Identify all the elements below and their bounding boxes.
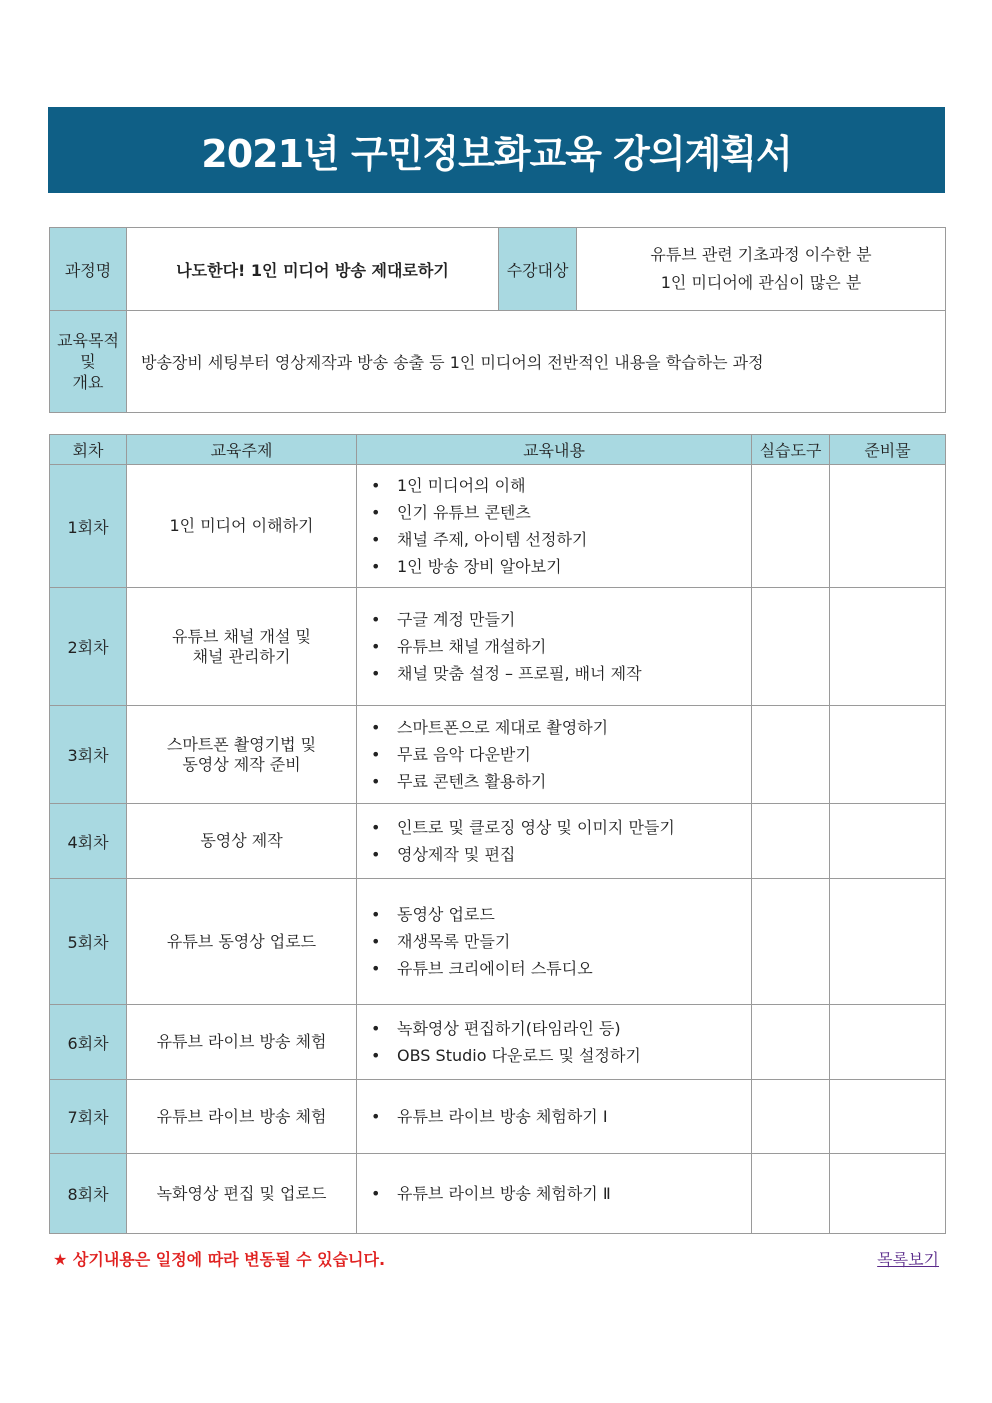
session-number: 7회차 — [50, 1080, 127, 1154]
practice-tool — [752, 588, 830, 706]
content-list — [371, 1015, 751, 1069]
topic-line: 스마트폰 촬영기법 및 — [166, 734, 317, 754]
target-line: 1인 미디어에 관심이 많은 분 — [660, 273, 862, 292]
schedule-header-row — [50, 435, 946, 465]
session-topic — [127, 588, 357, 706]
course-name-label: 과정명 — [50, 228, 127, 311]
preparation — [830, 465, 946, 588]
session-content — [357, 804, 752, 879]
preparation — [830, 804, 946, 879]
list-item: • 유튜브 라이브 방송 체험하기 Ⅰ — [371, 1103, 751, 1130]
list-item: • 1인 방송 장비 알아보기 — [371, 553, 751, 580]
goal-text: 방송장비 세팅부터 영상제작과 방송 송출 등 1인 미디어의 전반적인 내용을 학습하는 과정 — [127, 311, 946, 413]
session-topic — [127, 706, 357, 804]
goal-label-line: 교육목적 — [57, 331, 119, 350]
content-list — [371, 714, 751, 795]
session-number: 3회차 — [50, 706, 127, 804]
session-content — [357, 1154, 752, 1234]
session-number: 1회차 — [50, 465, 127, 588]
session-content — [357, 706, 752, 804]
session-content — [357, 1005, 752, 1080]
list-item: • 영상제작 및 편집 — [371, 841, 751, 868]
content-list — [371, 472, 751, 580]
list-item: • OBS Studio 다운로드 및 설정하기 — [371, 1042, 751, 1069]
list-item: • 1인 미디어의 이해 — [371, 472, 751, 499]
practice-tool — [752, 804, 830, 879]
page-title: 2021년 구민정보화교육 강의계획서 — [48, 107, 945, 193]
list-item: • 유튜브 채널 개설하기 — [371, 633, 751, 660]
session-topic — [127, 1080, 357, 1154]
table-row — [50, 879, 946, 1005]
goal-label-line: 및 — [80, 352, 96, 371]
session-number: 5회차 — [50, 879, 127, 1005]
goal-label — [50, 311, 127, 413]
topic-line: 유튜브 라이브 방송 체험 — [156, 1032, 327, 1051]
list-item: • 인트로 및 클로징 영상 및 이미지 만들기 — [371, 814, 751, 841]
practice-tool — [752, 1005, 830, 1080]
session-content — [357, 879, 752, 1005]
practice-tool — [752, 465, 830, 588]
schedule-header-cell: 교육주제 — [127, 435, 357, 465]
target-audience — [577, 228, 946, 311]
topic-line: 동영상 제작 준비 — [182, 754, 301, 774]
topic-line: 녹화영상 편집 및 업로드 — [156, 1183, 327, 1203]
session-content — [357, 1080, 752, 1154]
topic-line: 동영상 제작 — [200, 831, 283, 850]
preparation — [830, 1005, 946, 1080]
session-content — [357, 465, 752, 588]
list-item: • 동영상 업로드 — [371, 901, 751, 928]
session-topic — [127, 1154, 357, 1234]
course-info-table — [49, 227, 946, 413]
list-item: • 무료 콘텐츠 활용하기 — [371, 768, 751, 795]
goal-label-line: 개요 — [72, 373, 104, 392]
list-item: • 채널 맞춤 설정 – 프로필, 배너 제작 — [371, 660, 751, 687]
schedule-header-cell: 준비물 — [830, 435, 946, 465]
session-topic — [127, 1005, 357, 1080]
session-number: 6회차 — [50, 1005, 127, 1080]
list-item: • 구글 계정 만들기 — [371, 606, 751, 633]
preparation — [830, 588, 946, 706]
target-line: 유튜브 관련 기초과정 이수한 분 — [650, 245, 872, 264]
topic-line: 유튜브 채널 개설 및 — [172, 626, 311, 646]
list-view-link[interactable]: 목록보기 — [877, 1250, 939, 1269]
practice-tool — [752, 706, 830, 804]
table-row — [50, 706, 946, 804]
list-item: • 유튜브 라이브 방송 체험하기 Ⅱ — [371, 1180, 751, 1207]
table-row — [50, 465, 946, 588]
content-list — [371, 901, 751, 982]
list-item: • 채널 주제, 아이템 선정하기 — [371, 526, 751, 553]
practice-tool — [752, 1154, 830, 1234]
content-list — [371, 1180, 751, 1207]
preparation — [830, 1080, 946, 1154]
session-topic — [127, 465, 357, 588]
table-row — [50, 1080, 946, 1154]
preparation — [830, 879, 946, 1005]
schedule-header-cell: 실습도구 — [752, 435, 830, 465]
schedule-header-cell: 교육내용 — [357, 435, 752, 465]
session-number: 4회차 — [50, 804, 127, 879]
content-list — [371, 606, 751, 687]
notice-text: ★ 상기내용은 일정에 따라 변동될 수 있습니다. — [53, 1250, 386, 1269]
table-row — [50, 588, 946, 706]
list-item: • 인기 유튜브 콘텐츠 — [371, 499, 751, 526]
table-row — [50, 1005, 946, 1080]
preparation — [830, 706, 946, 804]
preparation — [830, 1154, 946, 1234]
list-item: • 유튜브 크리에이터 스튜디오 — [371, 955, 751, 982]
course-name: 나도한다! 1인 미디어 방송 제대로하기 — [127, 228, 499, 311]
target-label: 수강대상 — [499, 228, 577, 311]
table-row — [50, 804, 946, 879]
session-content — [357, 588, 752, 706]
session-topic — [127, 879, 357, 1005]
schedule-table — [49, 434, 946, 1234]
topic-line: 1인 미디어 이해하기 — [169, 516, 314, 535]
topic-line: 유튜브 라이브 방송 체험 — [156, 1106, 327, 1126]
content-list — [371, 814, 751, 868]
session-number: 2회차 — [50, 588, 127, 706]
session-number: 8회차 — [50, 1154, 127, 1234]
session-topic — [127, 804, 357, 879]
practice-tool — [752, 879, 830, 1005]
content-list — [371, 1103, 751, 1130]
topic-line: 유튜브 동영상 업로드 — [166, 931, 317, 951]
list-item: • 녹화영상 편집하기(타임라인 등) — [371, 1015, 751, 1042]
list-item: • 무료 음악 다운받기 — [371, 741, 751, 768]
schedule-header-cell: 회차 — [50, 435, 127, 465]
table-row — [50, 1154, 946, 1234]
practice-tool — [752, 1080, 830, 1154]
list-item: • 스마트폰으로 제대로 촬영하기 — [371, 714, 751, 741]
topic-line: 채널 관리하기 — [192, 646, 291, 666]
list-item: • 재생목록 만들기 — [371, 928, 751, 955]
